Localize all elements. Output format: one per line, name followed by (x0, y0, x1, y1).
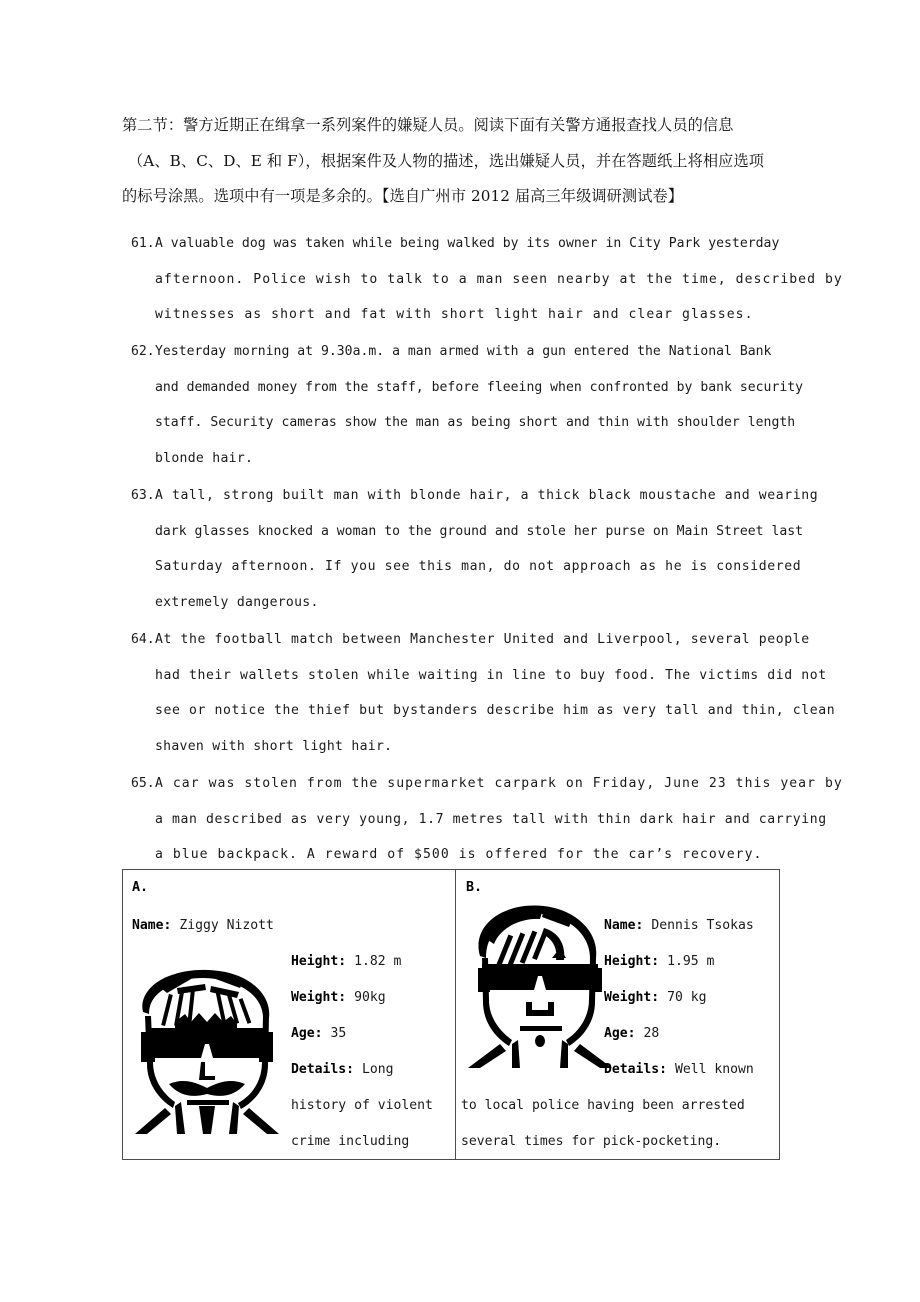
card-a-name-field (132, 918, 274, 933)
question-61-line-3: witnesses as short and fat with short light hair and clear glasses. (155, 307, 754, 323)
question-61-line-1: A valuable dog was taken while being walked by its owner in City Park yesterday (155, 236, 780, 251)
card-a-age-field (291, 1026, 346, 1041)
card-b-height-label: Height: (604, 954, 660, 969)
card-b-height-field (604, 954, 714, 969)
card-a-details-field (291, 1062, 394, 1077)
question-number-63: 63. (131, 488, 155, 503)
question-65-line-1: A car was stolen from the supermarket carpark on Friday, June 23 this year by (155, 776, 843, 791)
card-a-height-value: 1.82 m (354, 954, 402, 969)
question-63-line-1: A tall, strong built man with blonde hair, a thick black moustache and wearing (155, 488, 819, 503)
question-65-line-3: a blue backpack. A reward of $500 is offered for the car’s recovery. (155, 847, 763, 863)
question-item-63 (131, 478, 819, 620)
card-b-age-label: Age: (604, 1026, 636, 1041)
card-a-age-value: 35 (330, 1026, 347, 1041)
card-b-weight-label: Weight: (604, 990, 660, 1005)
card-a-details-line-3: crime including (291, 1134, 410, 1149)
question-63-line-4: extremely dangerous. (155, 594, 319, 610)
card-b-weight-value: 70 kg (667, 990, 707, 1005)
question-62-line-4: blonde hair. (155, 450, 254, 466)
question-item-61 (131, 226, 843, 333)
question-64-line-1: At the football match between Manchester United and Liverpool, several people (155, 632, 810, 647)
card-a-details-label: Details: (291, 1062, 355, 1077)
question-number-62: 62. (131, 344, 155, 359)
question-62-line-2: and demanded money from the staff, before fleeing when confronted by bank security (155, 379, 804, 395)
question-item-64 (131, 622, 836, 764)
suspect-a-portrait (131, 966, 283, 1134)
suspect-card-a (123, 870, 456, 1159)
card-a-weight-label: Weight: (291, 990, 347, 1005)
question-63-line-2: dark glasses knocked a woman to the ground and stole her purse on Main Street last (155, 523, 804, 539)
question-63-line-3: Saturday afternoon. If you see this man, do not approach as he is considered (155, 559, 802, 575)
question-65-line-2: a man described as very young, 1.7 metres tall with thin dark hair and carrying (155, 811, 827, 827)
question-61-line-2: afternoon. Police wish to talk to a man seen nearby at the time, described by (155, 271, 843, 287)
card-b-weight-field (604, 990, 707, 1005)
question-number-64: 64. (131, 632, 155, 647)
card-b-details-field (604, 1062, 754, 1077)
card-a-weight-value: 90kg (354, 990, 386, 1005)
card-a-name-value: Ziggy Nizott (179, 918, 274, 933)
question-64-line-4: shaven with short light hair. (155, 738, 393, 754)
card-a-letter: A. (132, 880, 149, 895)
card-b-details-label: Details: (604, 1062, 668, 1077)
card-b-age-value: 28 (643, 1026, 660, 1041)
card-a-height-label: Height: (291, 954, 347, 969)
card-b-height-value: 1.95 m (667, 954, 715, 969)
card-b-age-field (604, 1026, 659, 1041)
suspect-b-portrait (466, 902, 614, 1068)
question-item-62 (131, 334, 804, 476)
instruction-line-2: （A、B、C、D、E 和 F），根据案件及人物的描述，选出嫌疑人员，并在答题纸上将相应选项 (128, 151, 765, 170)
section-instructions (122, 108, 794, 215)
question-64-line-2: had their wallets stolen while waiting in line to buy food. The victims did not (155, 667, 827, 683)
card-b-letter: B. (466, 880, 483, 895)
card-a-name-label: Name: (132, 918, 172, 933)
card-b-name-value: Dennis Tsokas (651, 918, 754, 933)
card-b-details-line-3: several times for pick-pocketing. (461, 1134, 722, 1149)
question-64-line-3: see or notice the thief but bystanders describe him as very tall and thin, clean (155, 703, 836, 719)
question-number-61: 61. (131, 236, 155, 251)
card-b-name-label: Name: (604, 918, 644, 933)
card-a-details-line-2: history of violent (291, 1098, 433, 1113)
question-number-65: 65. (131, 776, 155, 791)
suspect-profile-table (122, 869, 780, 1160)
instruction-line-3: 的标号涂黑。选项中有一项是多余的。【选自广州市 2012 届高三年级调研测试卷】 (122, 187, 684, 205)
card-b-details-line-2: to local police having been arrested (461, 1098, 745, 1113)
suspect-card-b (456, 870, 779, 1159)
card-b-name-field (604, 918, 754, 933)
card-a-details-line-1: Long (361, 1062, 394, 1077)
question-62-line-1: Yesterday morning at 9.30a.m. a man armed with a gun entered the National Bank (155, 344, 772, 359)
question-62-line-3: staff. Security cameras show the man as being short and thin with shoulder length (155, 415, 796, 431)
instruction-line-1: 第二节：警方近期正在缉拿一系列案件的嫌疑人员。阅读下面有关警方通报查找人员的信息 (122, 116, 734, 134)
card-a-weight-field (291, 990, 386, 1005)
card-a-height-field (291, 954, 401, 969)
card-a-age-label: Age: (291, 1026, 323, 1041)
question-item-65 (131, 766, 843, 873)
card-b-details-line-1: Well known (674, 1062, 754, 1077)
